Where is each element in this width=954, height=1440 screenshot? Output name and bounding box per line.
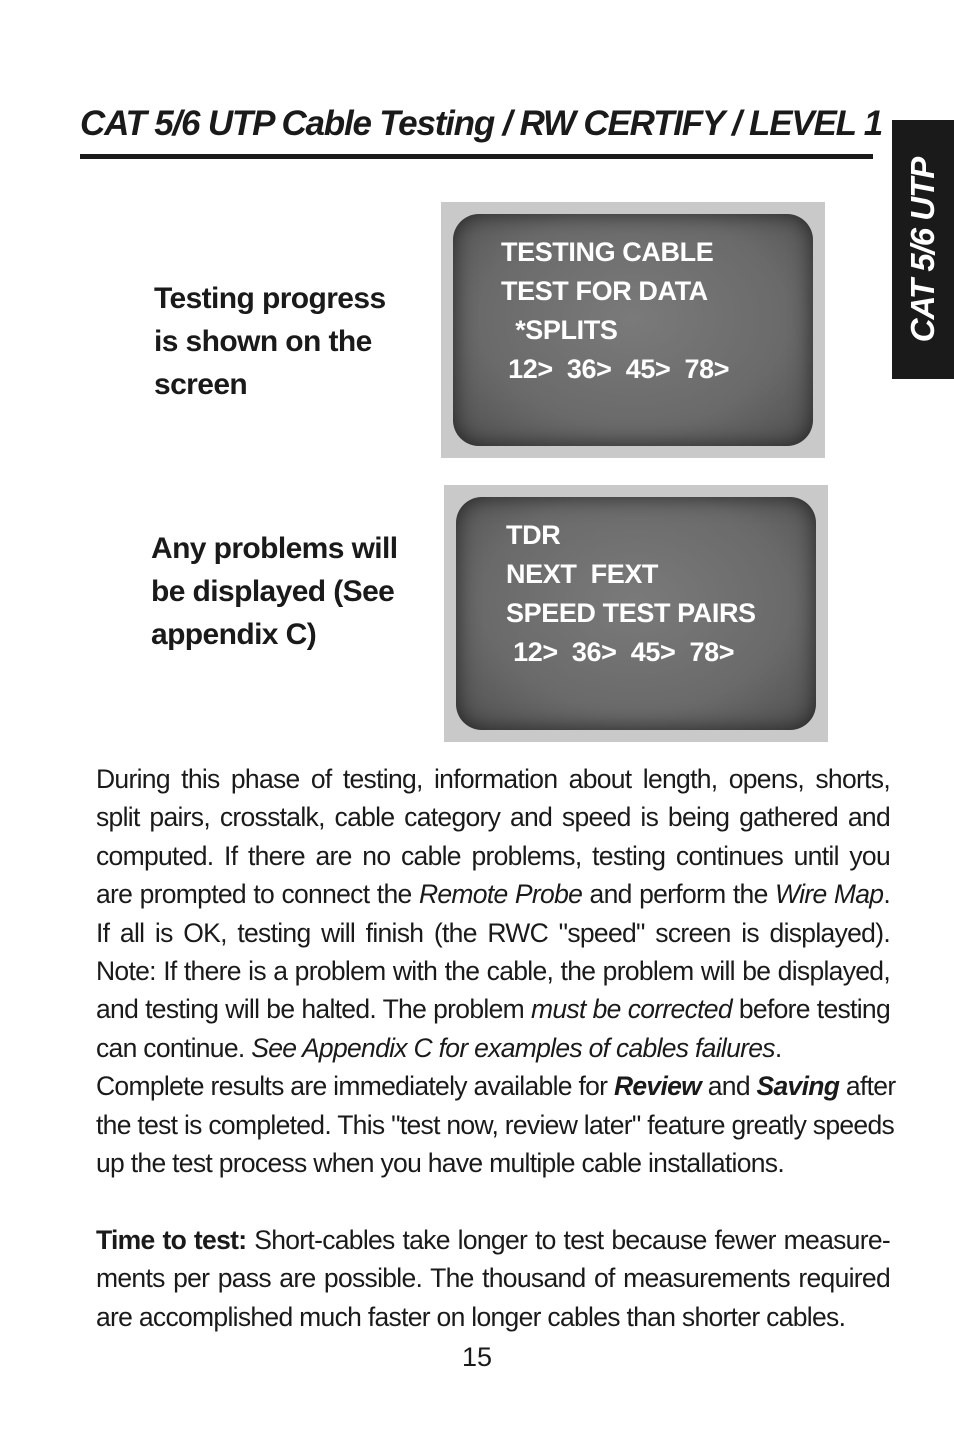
page-title: CAT 5/6 UTP Cable Testing / RW CERTIFY / LEVEL 1 — [80, 104, 883, 143]
screen-text — [501, 233, 729, 389]
screen-line: 12> 36> 45> 78> — [506, 637, 735, 667]
body-line: up the test process when you have multiple cable installations. — [96, 1148, 785, 1179]
body-line: split pairs, crosstalk, cable category and speed is being gathered and — [96, 802, 890, 833]
body-line: and testing will be halted. The problem must be corrected before testing — [96, 994, 890, 1025]
screen-line: TESTING CABLE — [501, 237, 714, 267]
body-line: Time to test: Short-cables take longer to test because fewer measure- — [96, 1224, 890, 1255]
caption-line: Any problems will — [151, 532, 398, 565]
side-tab — [892, 120, 954, 379]
screen-line: TEST FOR DATA — [501, 276, 708, 306]
screen-line: 12> 36> 45> 78> — [501, 354, 730, 384]
screen-line: TDR — [506, 520, 561, 550]
must-be-corrected-emphasis: must be corrected — [530, 994, 732, 1025]
screen-line: *SPLITS — [501, 315, 618, 345]
caption-line: Testing progress — [154, 282, 386, 315]
figure-1-screen-photo — [441, 202, 825, 458]
body-line: the test is completed. This "test now, review later" feature greatly speeds — [96, 1109, 895, 1140]
body-line: can continue. See Appendix C for examples of cables failures. — [96, 1032, 782, 1063]
caption-line: be displayed (See — [151, 575, 395, 608]
page-number: 15 — [461, 1342, 493, 1372]
body-line: ments per pass are possible. The thousand of measurements required — [96, 1263, 890, 1294]
figure-2-screen-photo — [444, 485, 828, 742]
saving-term: Saving — [756, 1071, 840, 1102]
body-line: Note: If there is a problem with the cable, the problem will be displayed, — [96, 956, 890, 987]
appendix-reference: See Appendix C for examples of cables failures — [251, 1032, 775, 1063]
title-rule — [80, 154, 873, 159]
screen-line: SPEED TEST PAIRS — [506, 598, 756, 628]
body-line: are prompted to connect the Remote Probe and perform the Wire Map. — [96, 879, 891, 910]
body-line: During this phase of testing, information about length, opens, shorts, — [96, 764, 890, 794]
caption-line: screen — [154, 368, 248, 401]
screen-text — [506, 516, 756, 672]
figure-2-caption — [151, 527, 398, 656]
body-line: are accomplished much faster on longer cables than shorter cables. — [96, 1301, 846, 1332]
remote-probe-term: Remote Probe — [418, 879, 583, 910]
figure-1-caption — [154, 277, 386, 406]
caption-line: is shown on the — [154, 325, 372, 358]
body-line: Complete results are immediately available for Review and Saving after — [96, 1071, 896, 1102]
body-line: computed. If there are no cable problems, testing continues until you — [96, 840, 890, 871]
time-to-test-label: Time to test: — [96, 1224, 247, 1255]
screen-line: NEXT FEXT — [506, 559, 659, 589]
caption-line: appendix C) — [151, 618, 317, 651]
body-text — [96, 760, 896, 1336]
body-line: If all is OK, testing will finish (the RWC "speed" screen is displayed). — [96, 917, 890, 948]
wire-map-term: Wire Map — [775, 879, 884, 910]
review-term: Review — [613, 1071, 702, 1102]
side-tab-label: CAT 5/6 UTP — [904, 157, 941, 342]
